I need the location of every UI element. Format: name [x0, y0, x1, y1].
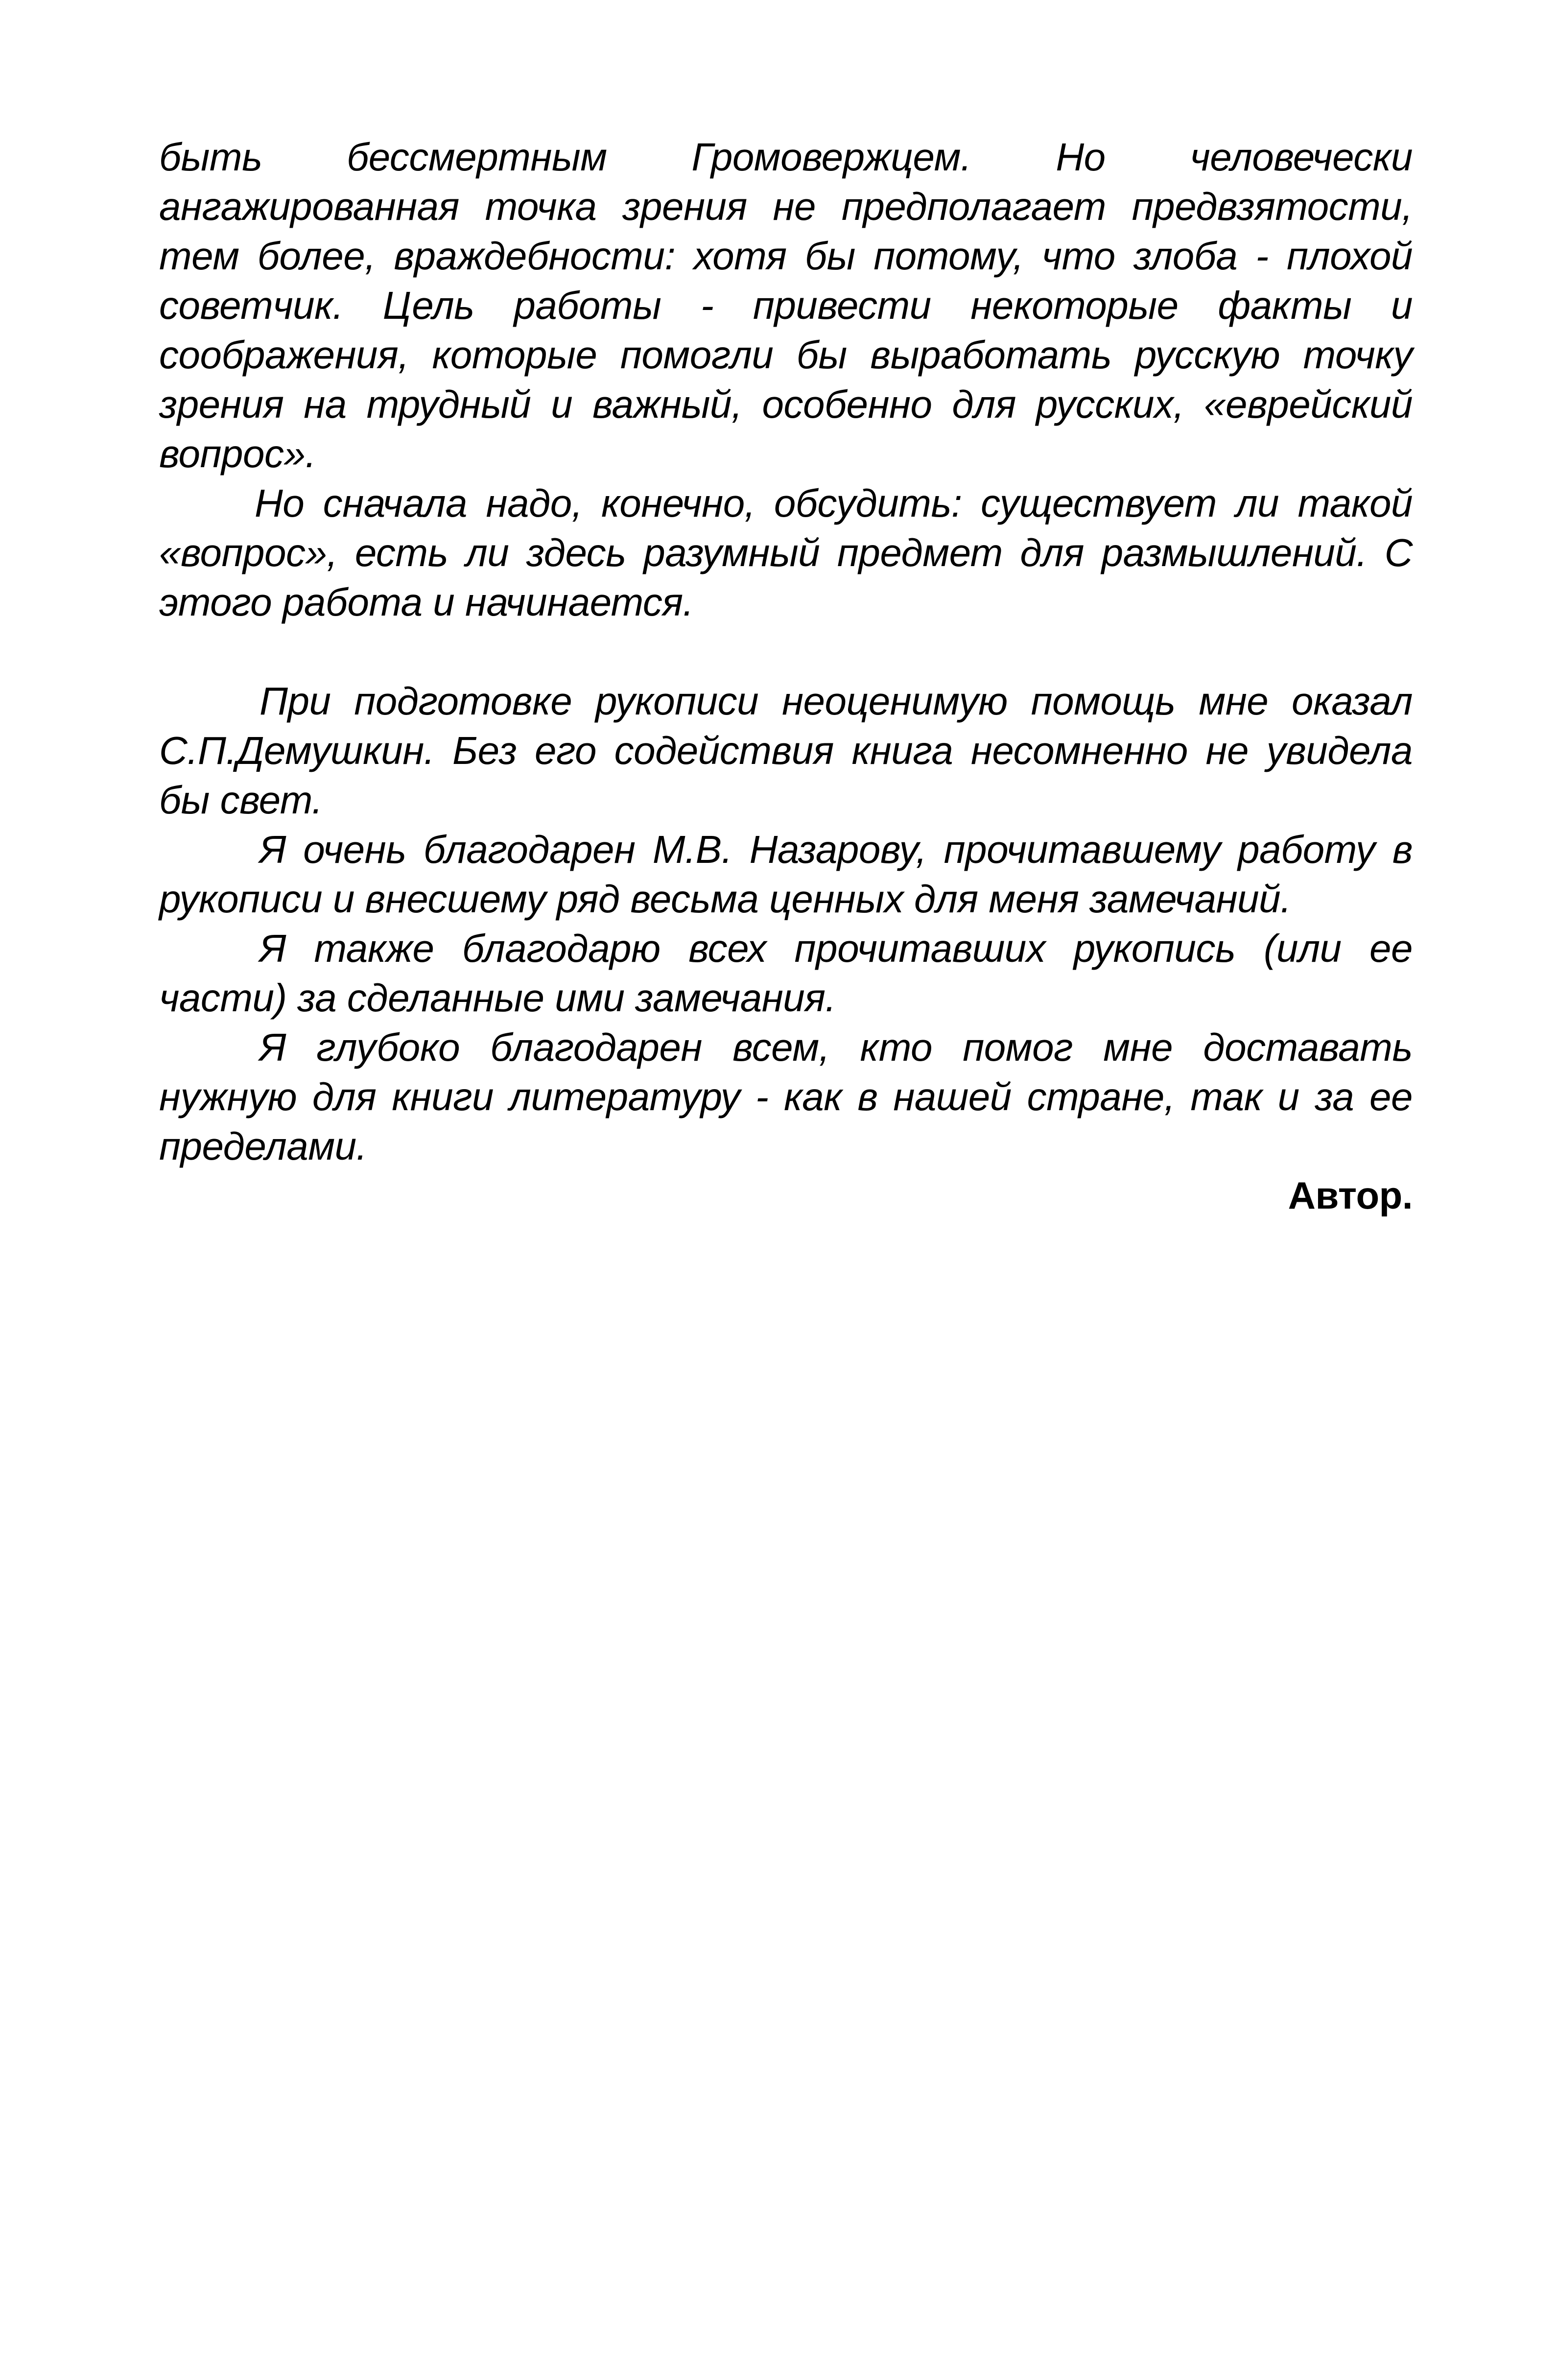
author-signature: Автор. — [1288, 1174, 1413, 1217]
section-gap — [159, 627, 1413, 676]
intro-paragraph-1: быть бессмертным Громовержцем. Но человечески ангажированная точка зрения не предполагает предвзятости, тем более, враждебности: хотя бы потому, что злоба - плохой советчик. Цель работы - привести некоторые факты и соображения, которые помогли бы выработать русскую точку зрения на трудный и важный, особенно для русских, «еврейский вопрос». — [159, 135, 1413, 476]
book-page — [159, 132, 1413, 1220]
acknowledgment-paragraph-3: Я также благодарю всех прочитавших рукопись (или ее части) за сделанные ими замечания. — [159, 927, 1413, 1020]
acknowledgment-paragraph-4: Я глубоко благодарен всем, кто помог мне доставать нужную для книги литературу - как в нашей стране, так и за ее пределами. — [159, 1025, 1413, 1168]
intro-paragraph-2: Но сначала надо, конечно, обсудить: существует ли такой «вопрос», есть ли здесь разумный предмет для размышлений. С этого работа и начинается. — [159, 481, 1413, 624]
acknowledgment-paragraph-1: При подготовке рукописи неоценимую помощь мне оказал С.П.Демушкин. Без его содействия книга несомненно не увидела бы свет. — [159, 679, 1413, 822]
acknowledgment-paragraph-2: Я очень благодарен М.В. Назарову, прочитавшему работу в рукописи и внесшему ряд весьма ценных для меня замечаний. — [159, 828, 1413, 921]
